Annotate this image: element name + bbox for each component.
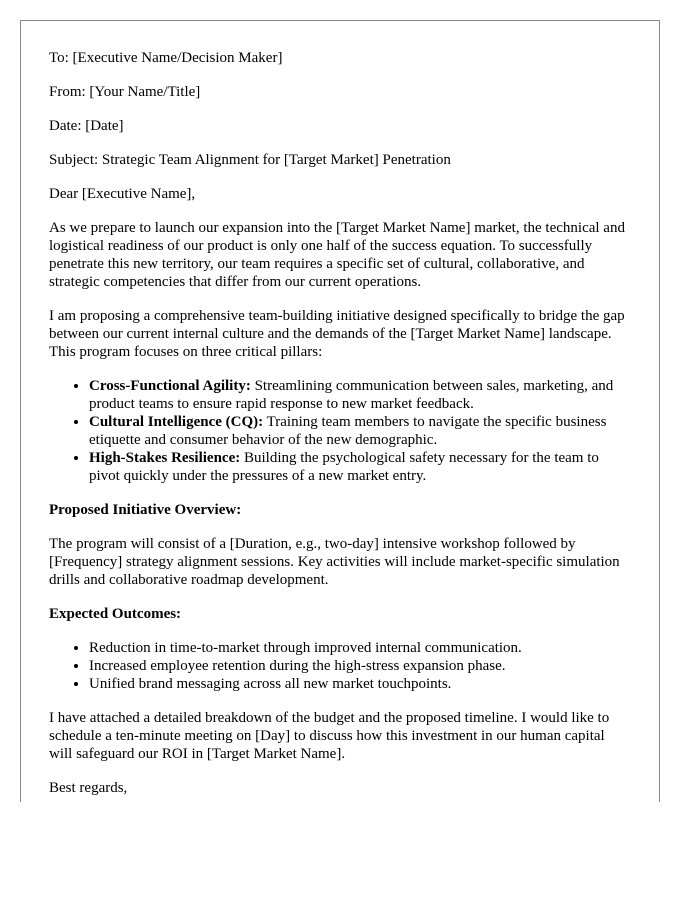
salutation: Dear [Executive Name], (49, 186, 196, 202)
pillar-text: Training team members to navigate the specific business etiquette and consumer behavior of the new demographic. (89, 414, 607, 448)
signoff: Best regards, (49, 780, 128, 796)
pillar-title: Cultural Intelligence (CQ): (89, 414, 264, 430)
memo-from: From: [Your Name/Title] (49, 84, 201, 100)
memo-subject: Subject: Strategic Team Alignment for [Target Market] Penetration (49, 152, 451, 168)
memo-date: Date: [Date] (49, 118, 124, 134)
list-item: • Unified brand messaging across all new market touchpoints. (89, 675, 631, 693)
overview-paragraph: The program will consist of a [Duration, e.g., two-day] intensive workshop followed by [Frequency] strategy alignment sessions. Key activities will include market-specific simulation drills and collaborative roadmap development. (49, 536, 620, 588)
list-item: • Reduction in time-to-market through improved internal communication. (89, 639, 631, 657)
outcomes-heading: Expected Outcomes: (49, 606, 182, 622)
overview-heading: Proposed Initiative Overview: (49, 502, 242, 518)
list-item (89, 413, 631, 449)
list-item (89, 449, 631, 485)
pillar-text: Streamlining communication between sales, marketing, and product teams to ensure rapid response to new market feedback. (89, 378, 614, 412)
pillar-title: High-Stakes Resilience: (89, 450, 241, 466)
pillars-list (49, 377, 631, 485)
list-item: • Increased employee retention during the high-stress expansion phase. (89, 657, 631, 675)
memo-to: To: [Executive Name/Decision Maker] (49, 50, 283, 66)
pillar-text: Building the psychological safety necessary for the team to pivot quickly under the pressures of a new market entry. (89, 450, 599, 484)
pillar-title: Cross-Functional Agility: (89, 378, 251, 394)
proposal-paragraph: I am proposing a comprehensive team-building initiative designed specifically to bridge the gap between our current internal culture and the demands of the [Target Market Name] landscape. This program focuses on three critical pillars: (49, 308, 625, 360)
list-item (89, 377, 631, 413)
outcomes-list (49, 639, 631, 693)
letter-page (20, 20, 660, 802)
intro-paragraph: As we prepare to launch our expansion into the [Target Market Name] market, the technical and logistical readiness of our product is only one half of the success equation. To successfully penetrate this new territory, our team requires a specific set of cultural, collaborative, and strategic competencies that differ from our current operations. (49, 220, 625, 290)
closing-paragraph: I have attached a detailed breakdown of the budget and the proposed timeline. I would like to schedule a ten-minute meeting on [Day] to discuss how this investment in our human capital will safeguard our ROI in [Target Market Name]. (49, 710, 610, 762)
letter-body (21, 21, 659, 797)
